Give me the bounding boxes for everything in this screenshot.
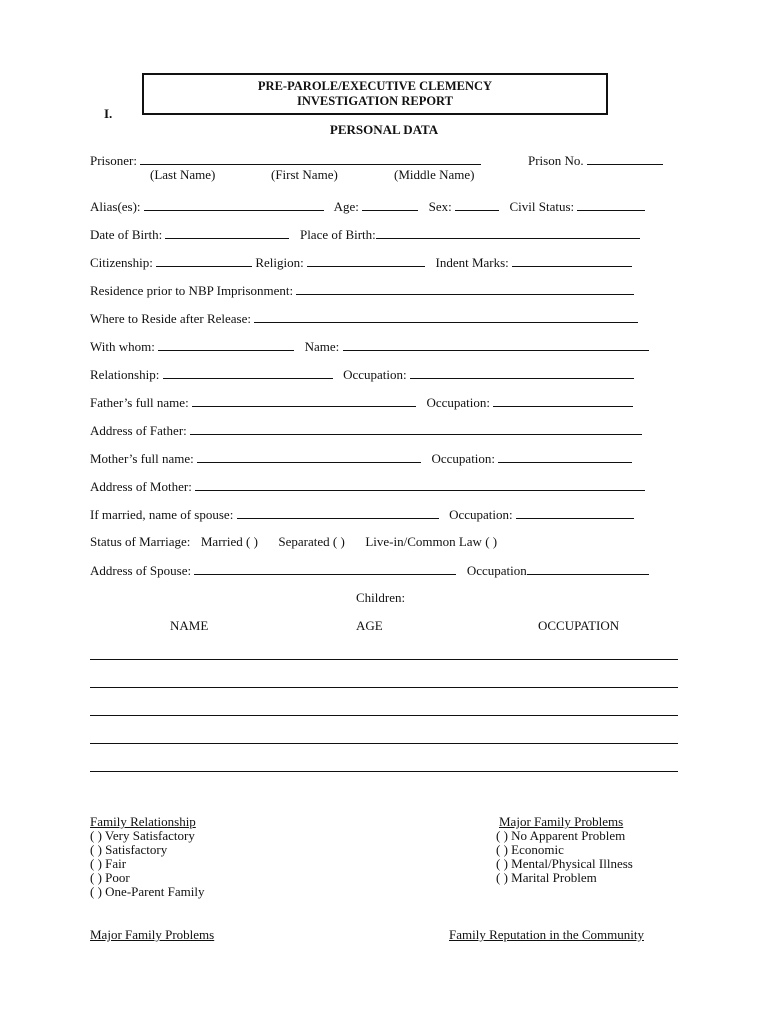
report-title-box [142,73,608,115]
family-relationship-section [90,815,204,899]
religion-blank[interactable] [307,254,425,267]
residence-prior-label: Residence prior to NBP Imprisonment: [90,283,294,298]
address-spouse-row [90,562,649,579]
spouse-name-label: If married, name of spouse: [90,507,234,522]
section-number: I. [104,106,113,121]
prison-no-blank[interactable] [587,152,663,165]
family-relationship-option[interactable]: ( ) One-Parent Family [90,884,205,899]
religion-label: Religion: [255,255,304,270]
reside-after-label: Where to Reside after Release: [90,311,251,326]
relationship-label: Relationship: [90,367,160,382]
family-relationship-option[interactable]: ( ) Fair [90,856,127,871]
major-family-problems-option[interactable]: ( ) No Apparent Problem [496,828,626,843]
major-family-problems-option[interactable]: ( ) Mental/Physical Illness [496,856,633,871]
father-name-row [90,394,633,411]
relationship-blank[interactable] [163,366,333,379]
alias-row [90,198,645,215]
residence-prior-blank[interactable] [296,282,634,295]
address-spouse-occupation-blank[interactable] [527,562,649,575]
children-col-age: AGE [356,618,383,633]
spouse-name-row [90,506,634,523]
mother-name-label: Mother’s full name: [90,451,194,466]
citizenship-label: Citizenship: [90,255,153,270]
sex-label: Sex: [428,199,452,214]
mother-occupation-blank[interactable] [498,450,632,463]
address-spouse-occupation-label: Occupation [466,563,527,578]
reside-after-row [90,310,638,327]
father-occupation-label: Occupation: [426,395,490,410]
prison-no-row [528,152,663,169]
pob-blank[interactable] [376,226,640,239]
civil-status-blank[interactable] [577,198,645,211]
middle-name-caption: (Middle Name) [394,167,475,182]
pob-label: Place of Birth: [299,227,376,242]
mother-name-blank[interactable] [197,450,421,463]
alias-blank[interactable] [144,198,324,211]
sex-blank[interactable] [455,198,499,211]
first-name-caption: (First Name) [271,167,338,182]
family-relationship-option[interactable]: ( ) Very Satisfactory [90,828,195,843]
address-mother-label: Address of Mother: [90,479,192,494]
married-option[interactable]: Married ( ) [200,534,258,549]
reside-after-blank[interactable] [254,310,638,323]
spouse-occupation-label: Occupation: [449,507,513,522]
occupation-label: Occupation: [343,367,407,382]
children-entry-line[interactable] [90,715,678,716]
major-family-problems-option[interactable]: ( ) Economic [496,842,564,857]
relationship-row [90,366,634,383]
name-blank[interactable] [343,338,649,351]
with-whom-row [90,338,649,355]
separated-option[interactable]: Separated ( ) [278,534,345,549]
children-col-occupation: OCCUPATION [538,618,620,633]
report-title-line2: INVESTIGATION REPORT [297,94,453,108]
father-name-blank[interactable] [192,394,416,407]
dob-label: Date of Birth: [90,227,163,242]
footer-major-family-problems: Major Family Problems [90,927,215,942]
report-title-line1: PRE-PAROLE/EXECUTIVE CLEMENCY [257,79,493,93]
dob-row [90,226,640,243]
address-father-row [90,422,642,439]
dob-blank[interactable] [165,226,289,239]
civil-status-label: Civil Status: [509,199,575,214]
name-label: Name: [304,339,340,354]
children-entry-line[interactable] [90,659,678,660]
footer-family-reputation: Family Reputation in the Community [449,927,644,942]
citizenship-row [90,254,632,271]
status-marriage-row [90,534,497,550]
mother-occupation-label: Occupation: [431,451,496,466]
with-whom-blank[interactable] [158,338,294,351]
children-col-name: NAME [170,618,209,633]
citizenship-blank[interactable] [156,254,252,267]
section-title: PERSONAL DATA [329,122,439,137]
prison-no-label: Prison No. [528,153,584,168]
spouse-name-blank[interactable] [237,506,439,519]
residence-prior-row [90,282,634,299]
occupation-blank[interactable] [410,366,634,379]
father-occupation-blank[interactable] [493,394,633,407]
status-marriage-label: Status of Marriage: [90,534,191,549]
live-in-option[interactable]: Live-in/Common Law ( ) [365,534,498,549]
indent-marks-blank[interactable] [512,254,632,267]
last-name-caption: (Last Name) [150,167,216,182]
children-entry-line[interactable] [90,687,678,688]
children-entry-line[interactable] [90,771,678,772]
alias-label: Alias(es): [90,199,141,214]
address-father-blank[interactable] [190,422,642,435]
address-mother-row [90,478,645,495]
major-family-problems-title: Major Family Problems [499,814,624,829]
family-relationship-title: Family Relationship [90,814,196,829]
age-blank[interactable] [362,198,418,211]
major-family-problems-section [496,815,633,885]
children-entry-line[interactable] [90,743,678,744]
spouse-occupation-blank[interactable] [516,506,634,519]
prisoner-name-blank[interactable] [140,152,481,165]
address-spouse-blank[interactable] [194,562,456,575]
prisoner-label: Prisoner: [90,153,137,168]
children-heading: Children: [356,590,406,605]
address-father-label: Address of Father: [90,423,187,438]
family-relationship-option[interactable]: ( ) Poor [90,870,130,885]
age-label: Age: [333,199,359,214]
with-whom-label: With whom: [90,339,155,354]
mother-name-row [90,450,632,467]
family-relationship-option[interactable]: ( ) Satisfactory [90,842,168,857]
indent-marks-label: Indent Marks: [435,255,509,270]
father-name-label: Father’s full name: [90,395,189,410]
major-family-problems-option[interactable]: ( ) Marital Problem [496,870,597,885]
address-mother-blank[interactable] [195,478,645,491]
address-spouse-label: Address of Spouse: [90,563,192,578]
